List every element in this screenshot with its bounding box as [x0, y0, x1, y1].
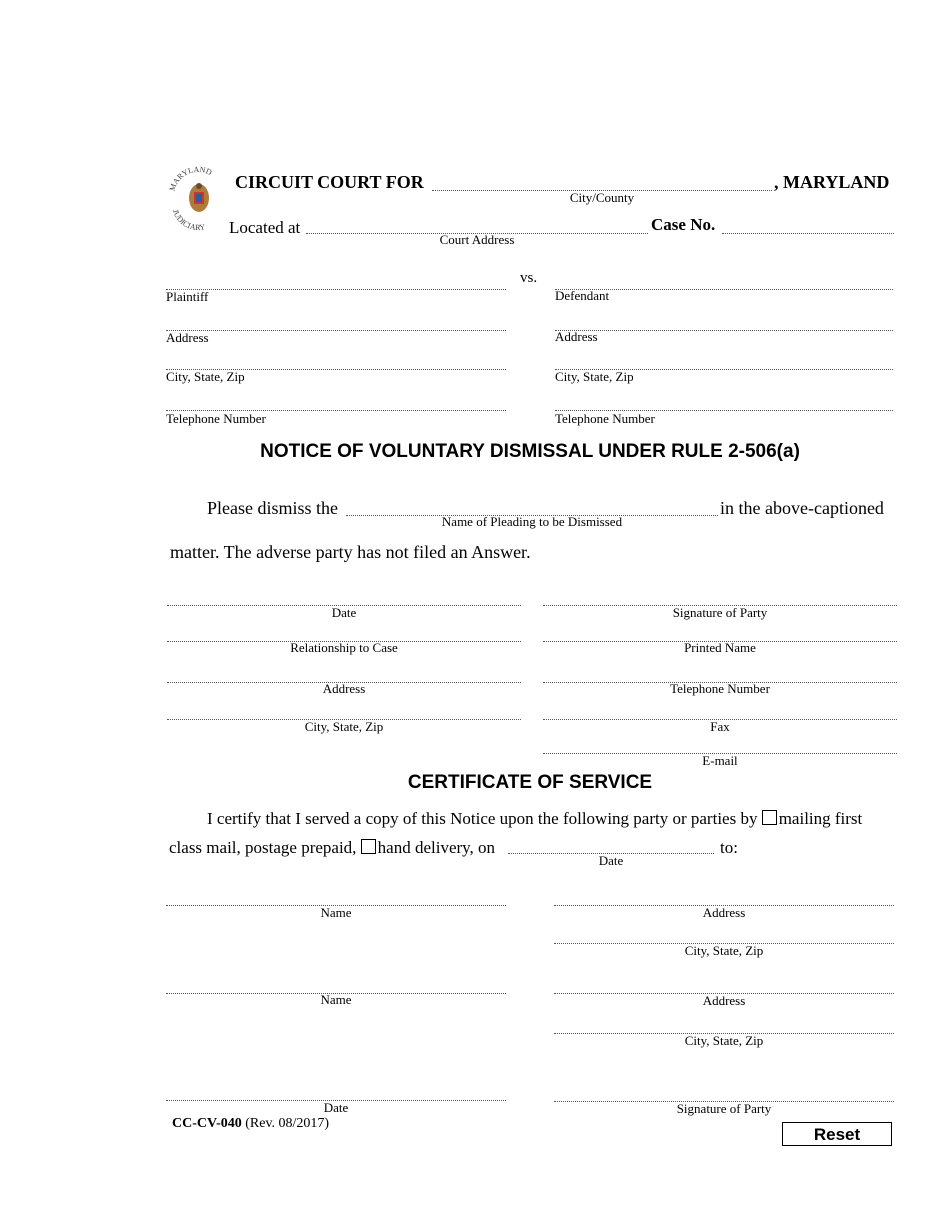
recipient-2-address-label: Address — [702, 993, 746, 1008]
hand-delivery-label: hand delivery, on — [377, 838, 496, 857]
certificate-date-label: Date — [323, 1100, 349, 1115]
dismiss-text-after: in the above-captioned — [720, 498, 884, 518]
certificate-signature-label: Signature of Party — [676, 1101, 772, 1116]
email-label: E-mail — [702, 753, 738, 768]
defendant-address-field[interactable] — [555, 330, 893, 331]
relationship-label: Relationship to Case — [290, 640, 398, 655]
mailing-checkbox[interactable] — [762, 810, 777, 825]
svg-text:MARYLAND — [168, 165, 214, 192]
seal-top-text: MARYLAND — [167, 164, 214, 193]
hand-delivery-checkbox[interactable] — [361, 839, 376, 854]
svg-text:JUDICIARY — [171, 208, 206, 232]
maryland-judiciary-seal — [166, 164, 230, 232]
plaintiff-label: Plaintiff — [166, 289, 209, 304]
dismiss-text-before: Please dismiss the — [207, 498, 338, 518]
case-no-label: Case No. — [651, 215, 716, 234]
form-revision: (Rev. 08/2017) — [245, 1116, 330, 1131]
vs-label: vs. — [520, 270, 538, 286]
defendant-label: Defendant — [555, 288, 610, 303]
certificate-line2: class mail, postage prepaid, — [169, 838, 357, 857]
recipient-2-city-label: City, State, Zip — [684, 1033, 764, 1048]
form-code-line — [172, 1116, 329, 1132]
defendant-phone-label: Telephone Number — [555, 411, 655, 426]
signature-label: Signature of Party — [672, 605, 768, 620]
certificate-line1: I certify that I served a copy of this Notice upon the following party or parties by — [207, 809, 758, 828]
recipient-2-name-label: Name — [320, 992, 352, 1007]
court-suffix: , MARYLAND — [774, 172, 890, 192]
located-at-label: Located at — [229, 218, 301, 237]
plaintiff-city-label: City, State, Zip — [166, 369, 245, 384]
certificate-title: CERTIFICATE OF SERVICE — [407, 772, 653, 793]
date-label: Date — [331, 605, 357, 620]
recipient-1-address-label: Address — [702, 905, 746, 920]
pleading-name-label: Name of Pleading to be Dismissed — [441, 514, 623, 529]
mailing-label: mailing first — [778, 809, 863, 828]
notice-title: NOTICE OF VOLUNTARY DISMISSAL UNDER RULE 2-506(a) — [260, 441, 800, 462]
recipient-1-name-label: Name — [320, 905, 352, 920]
city-county-label: City/County — [569, 190, 635, 205]
filer-phone-label: Telephone Number — [670, 681, 770, 696]
filer-address-label: Address — [322, 681, 366, 696]
court-address-label: Court Address — [439, 232, 515, 247]
plaintiff-address-field[interactable] — [166, 330, 506, 331]
plaintiff-address-label: Address — [166, 330, 209, 345]
plaintiff-field[interactable] — [166, 289, 506, 290]
service-date-label: Date — [598, 853, 624, 868]
form-code: CC-CV-040 — [172, 1116, 242, 1131]
dismiss-line-2: matter. The adverse party has not filed an Answer. — [170, 542, 531, 562]
seal-icon — [166, 164, 230, 232]
seal-bottom-text: JUDICIARY — [170, 208, 206, 232]
plaintiff-phone-label: Telephone Number — [166, 411, 266, 426]
fax-label: Fax — [710, 719, 730, 734]
reset-button[interactable]: Reset — [782, 1122, 892, 1146]
court-prefix: CIRCUIT COURT FOR — [235, 172, 424, 192]
case-no-field[interactable] — [722, 233, 894, 234]
to-label: to: — [720, 838, 738, 857]
recipient-1-city-label: City, State, Zip — [684, 943, 764, 958]
filer-city-label: City, State, Zip — [304, 719, 384, 734]
printed-name-label: Printed Name — [684, 640, 756, 655]
defendant-address-label: Address — [555, 329, 598, 344]
defendant-city-label: City, State, Zip — [555, 369, 634, 384]
